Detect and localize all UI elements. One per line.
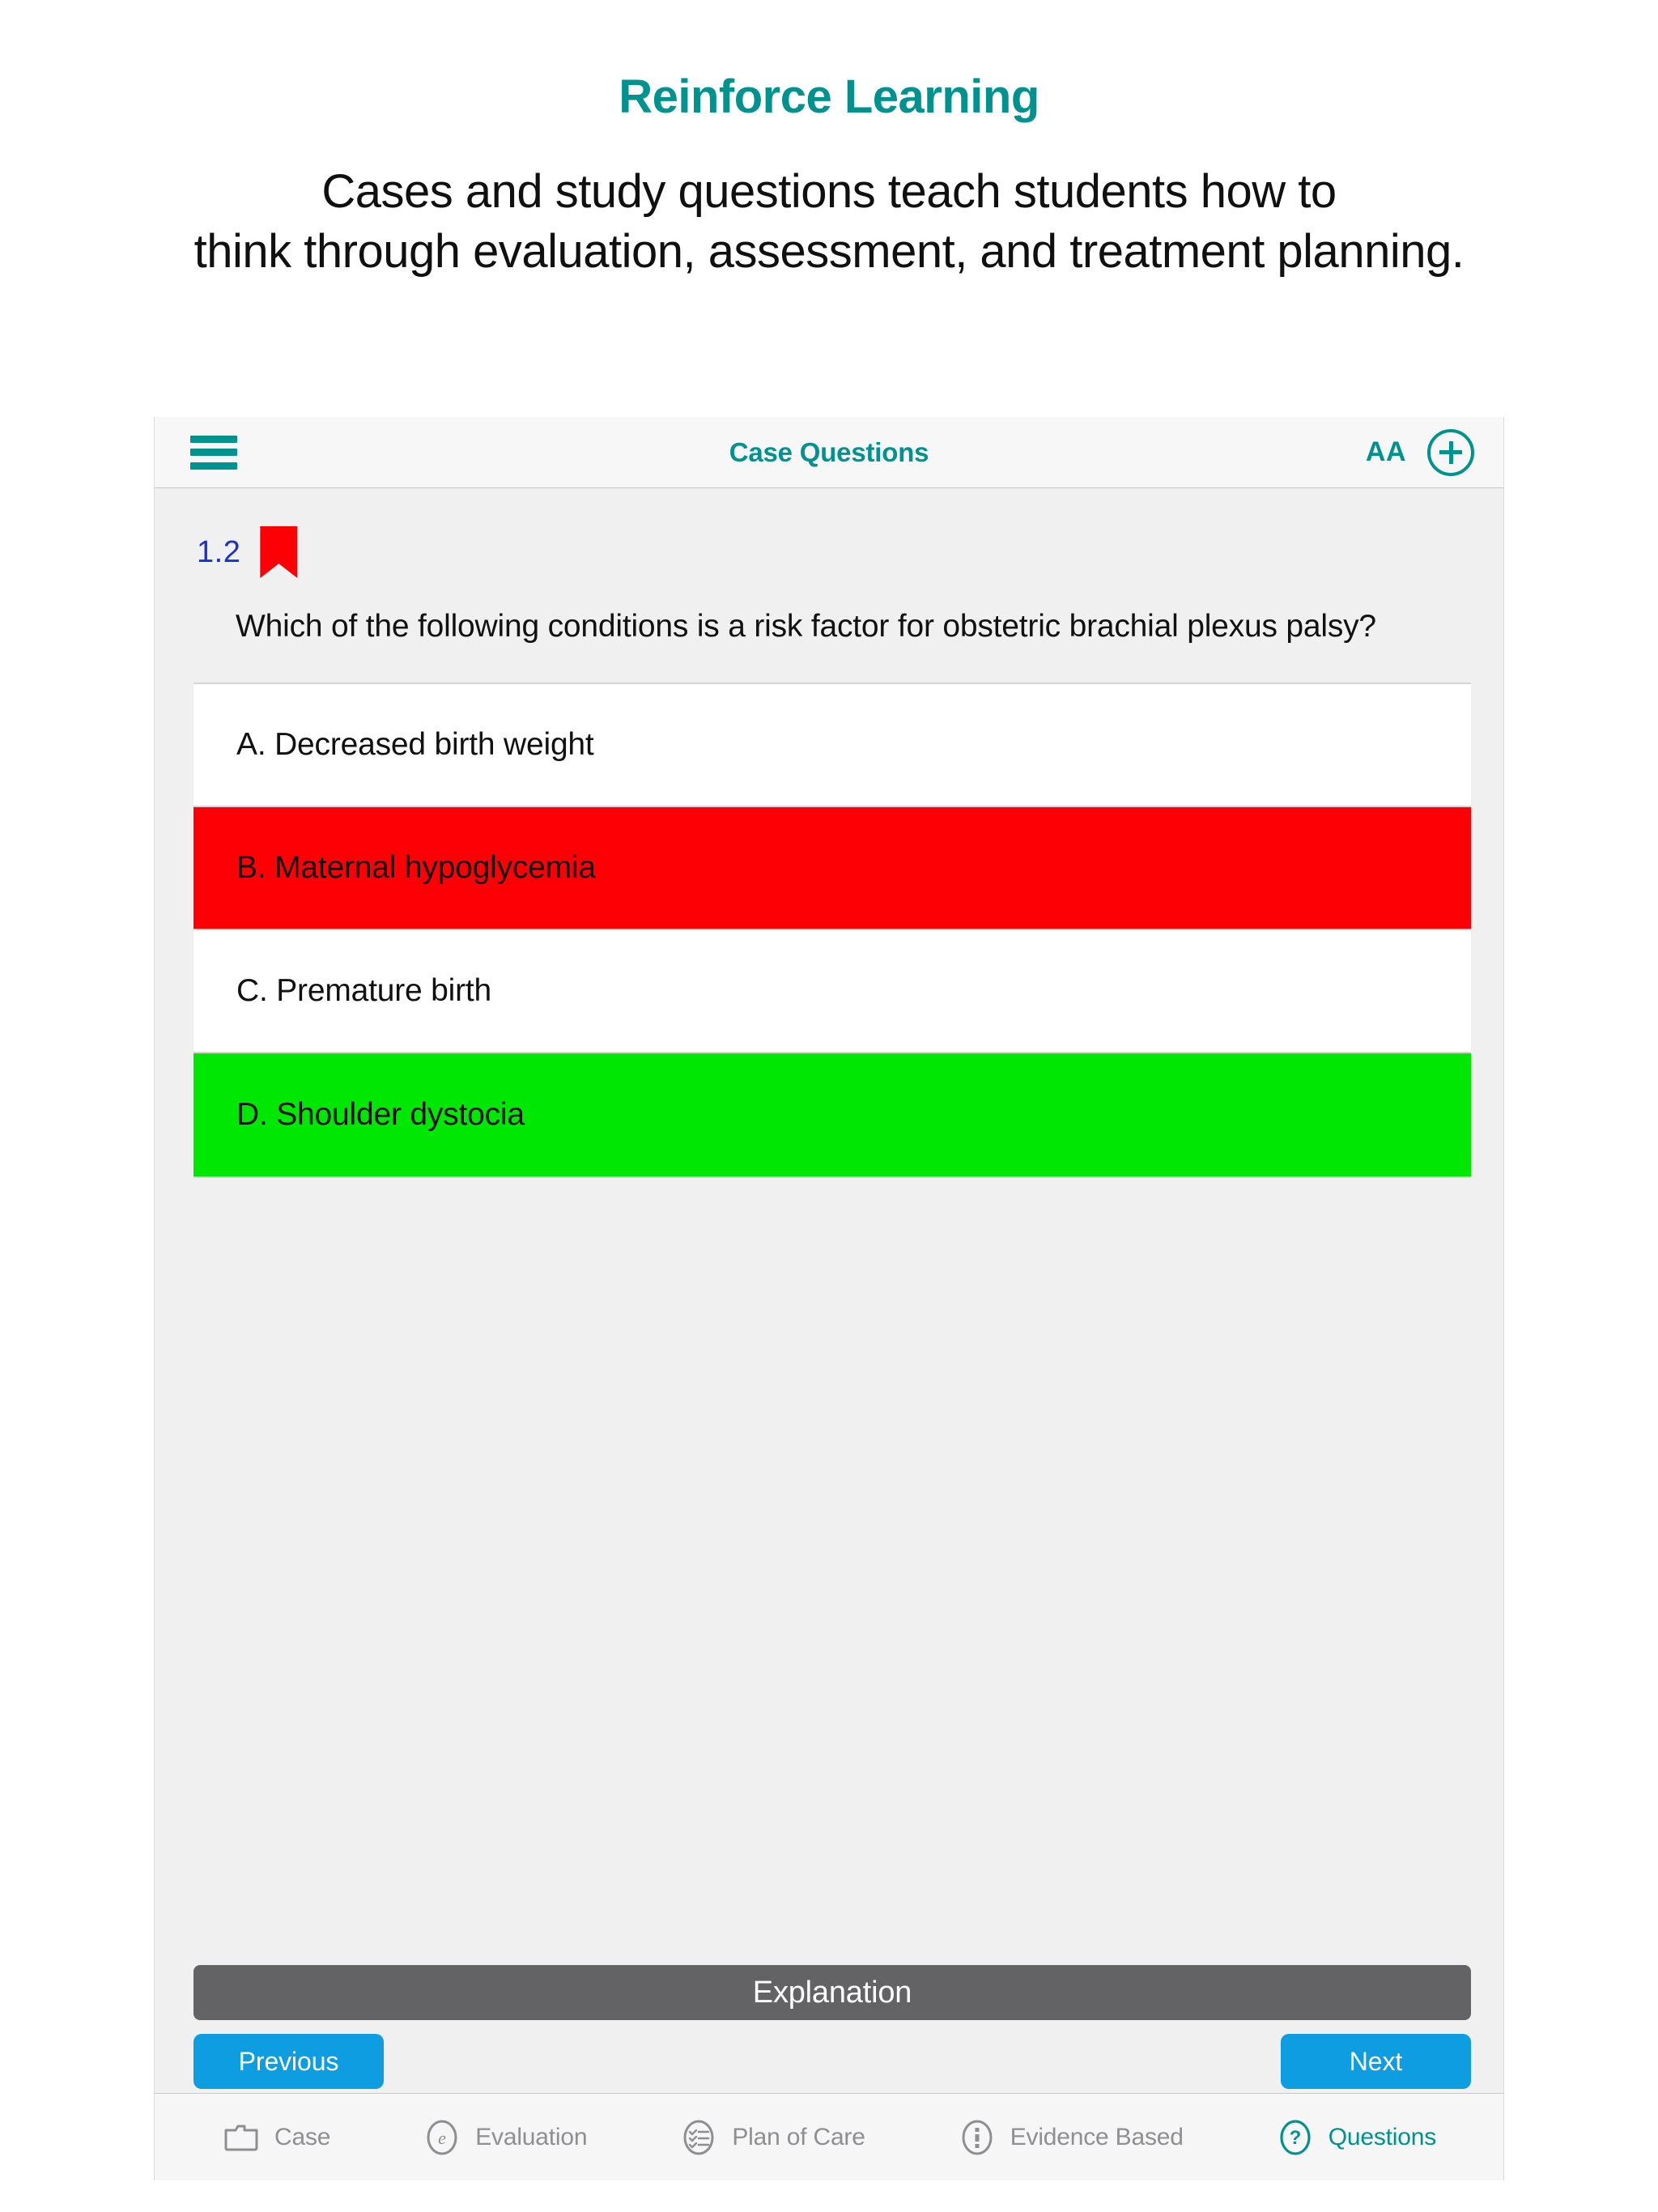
question-content xyxy=(155,488,1503,1965)
tab-label: Evidence Based xyxy=(1010,2123,1184,2150)
tab-plan-of-care[interactable] xyxy=(679,2118,865,2157)
circle-plus-icon[interactable] xyxy=(1427,429,1474,476)
svg-text:e: e xyxy=(438,2127,447,2148)
circle-question-icon xyxy=(1276,2118,1315,2157)
app-screenshot-frame xyxy=(154,417,1504,2180)
promo-header xyxy=(0,0,1658,282)
pager-row xyxy=(193,2038,1471,2093)
circle-info-icon xyxy=(958,2118,997,2157)
navbar-actions xyxy=(1366,429,1474,476)
next-button[interactable]: Next xyxy=(1281,2034,1471,2089)
app-navbar xyxy=(155,417,1503,488)
answer-option-label: B. Maternal hypoglycemia xyxy=(236,850,596,886)
page-title: Case Questions xyxy=(729,436,929,467)
promo-subtitle-line-2: think through evaluation, assessment, and treatment planning. xyxy=(193,225,1465,279)
tab-evidence-based[interactable] xyxy=(958,2118,1184,2157)
checklist-icon xyxy=(679,2118,718,2157)
answer-option-b[interactable] xyxy=(193,807,1471,930)
answer-option-c[interactable] xyxy=(193,930,1471,1053)
svg-text:?: ? xyxy=(1289,2126,1302,2149)
tab-label: Case xyxy=(274,2123,331,2150)
question-text: Which of the following conditions is a risk factor for obstetric brachial plexus palsy? xyxy=(236,609,1376,644)
tab-questions[interactable] xyxy=(1276,2118,1436,2157)
answer-option-label: C. Premature birth xyxy=(236,973,492,1009)
answer-option-a[interactable] xyxy=(193,684,1471,807)
answer-options-list xyxy=(193,683,1471,1178)
tab-case[interactable] xyxy=(222,2118,330,2157)
bookmark-icon[interactable] xyxy=(260,526,297,578)
folder-icon xyxy=(222,2118,261,2157)
circle-e-icon xyxy=(423,2118,461,2157)
question-meta xyxy=(155,488,1503,578)
tab-evaluation[interactable] xyxy=(423,2118,587,2157)
tab-label: Plan of Care xyxy=(732,2123,865,2150)
tab-label: Questions xyxy=(1328,2123,1436,2150)
answer-option-d[interactable] xyxy=(193,1053,1471,1176)
explanation-button[interactable]: Explanation xyxy=(193,1965,1471,2020)
question-actions xyxy=(155,1965,1503,2093)
bottom-tab-bar xyxy=(155,2093,1503,2180)
answer-option-label: D. Shoulder dystocia xyxy=(236,1097,525,1133)
answer-option-label: A. Decreased birth weight xyxy=(236,727,594,763)
question-number[interactable]: 1.2 xyxy=(197,534,241,569)
promo-subtitle xyxy=(0,162,1658,282)
font-size-button[interactable]: AA xyxy=(1365,436,1406,467)
tab-label: Evaluation xyxy=(475,2123,588,2150)
promo-title: Reinforce Learning xyxy=(619,70,1039,123)
promo-subtitle-line-1: Cases and study questions teach students how to xyxy=(321,164,1337,218)
previous-button[interactable]: Previous xyxy=(193,2034,384,2089)
